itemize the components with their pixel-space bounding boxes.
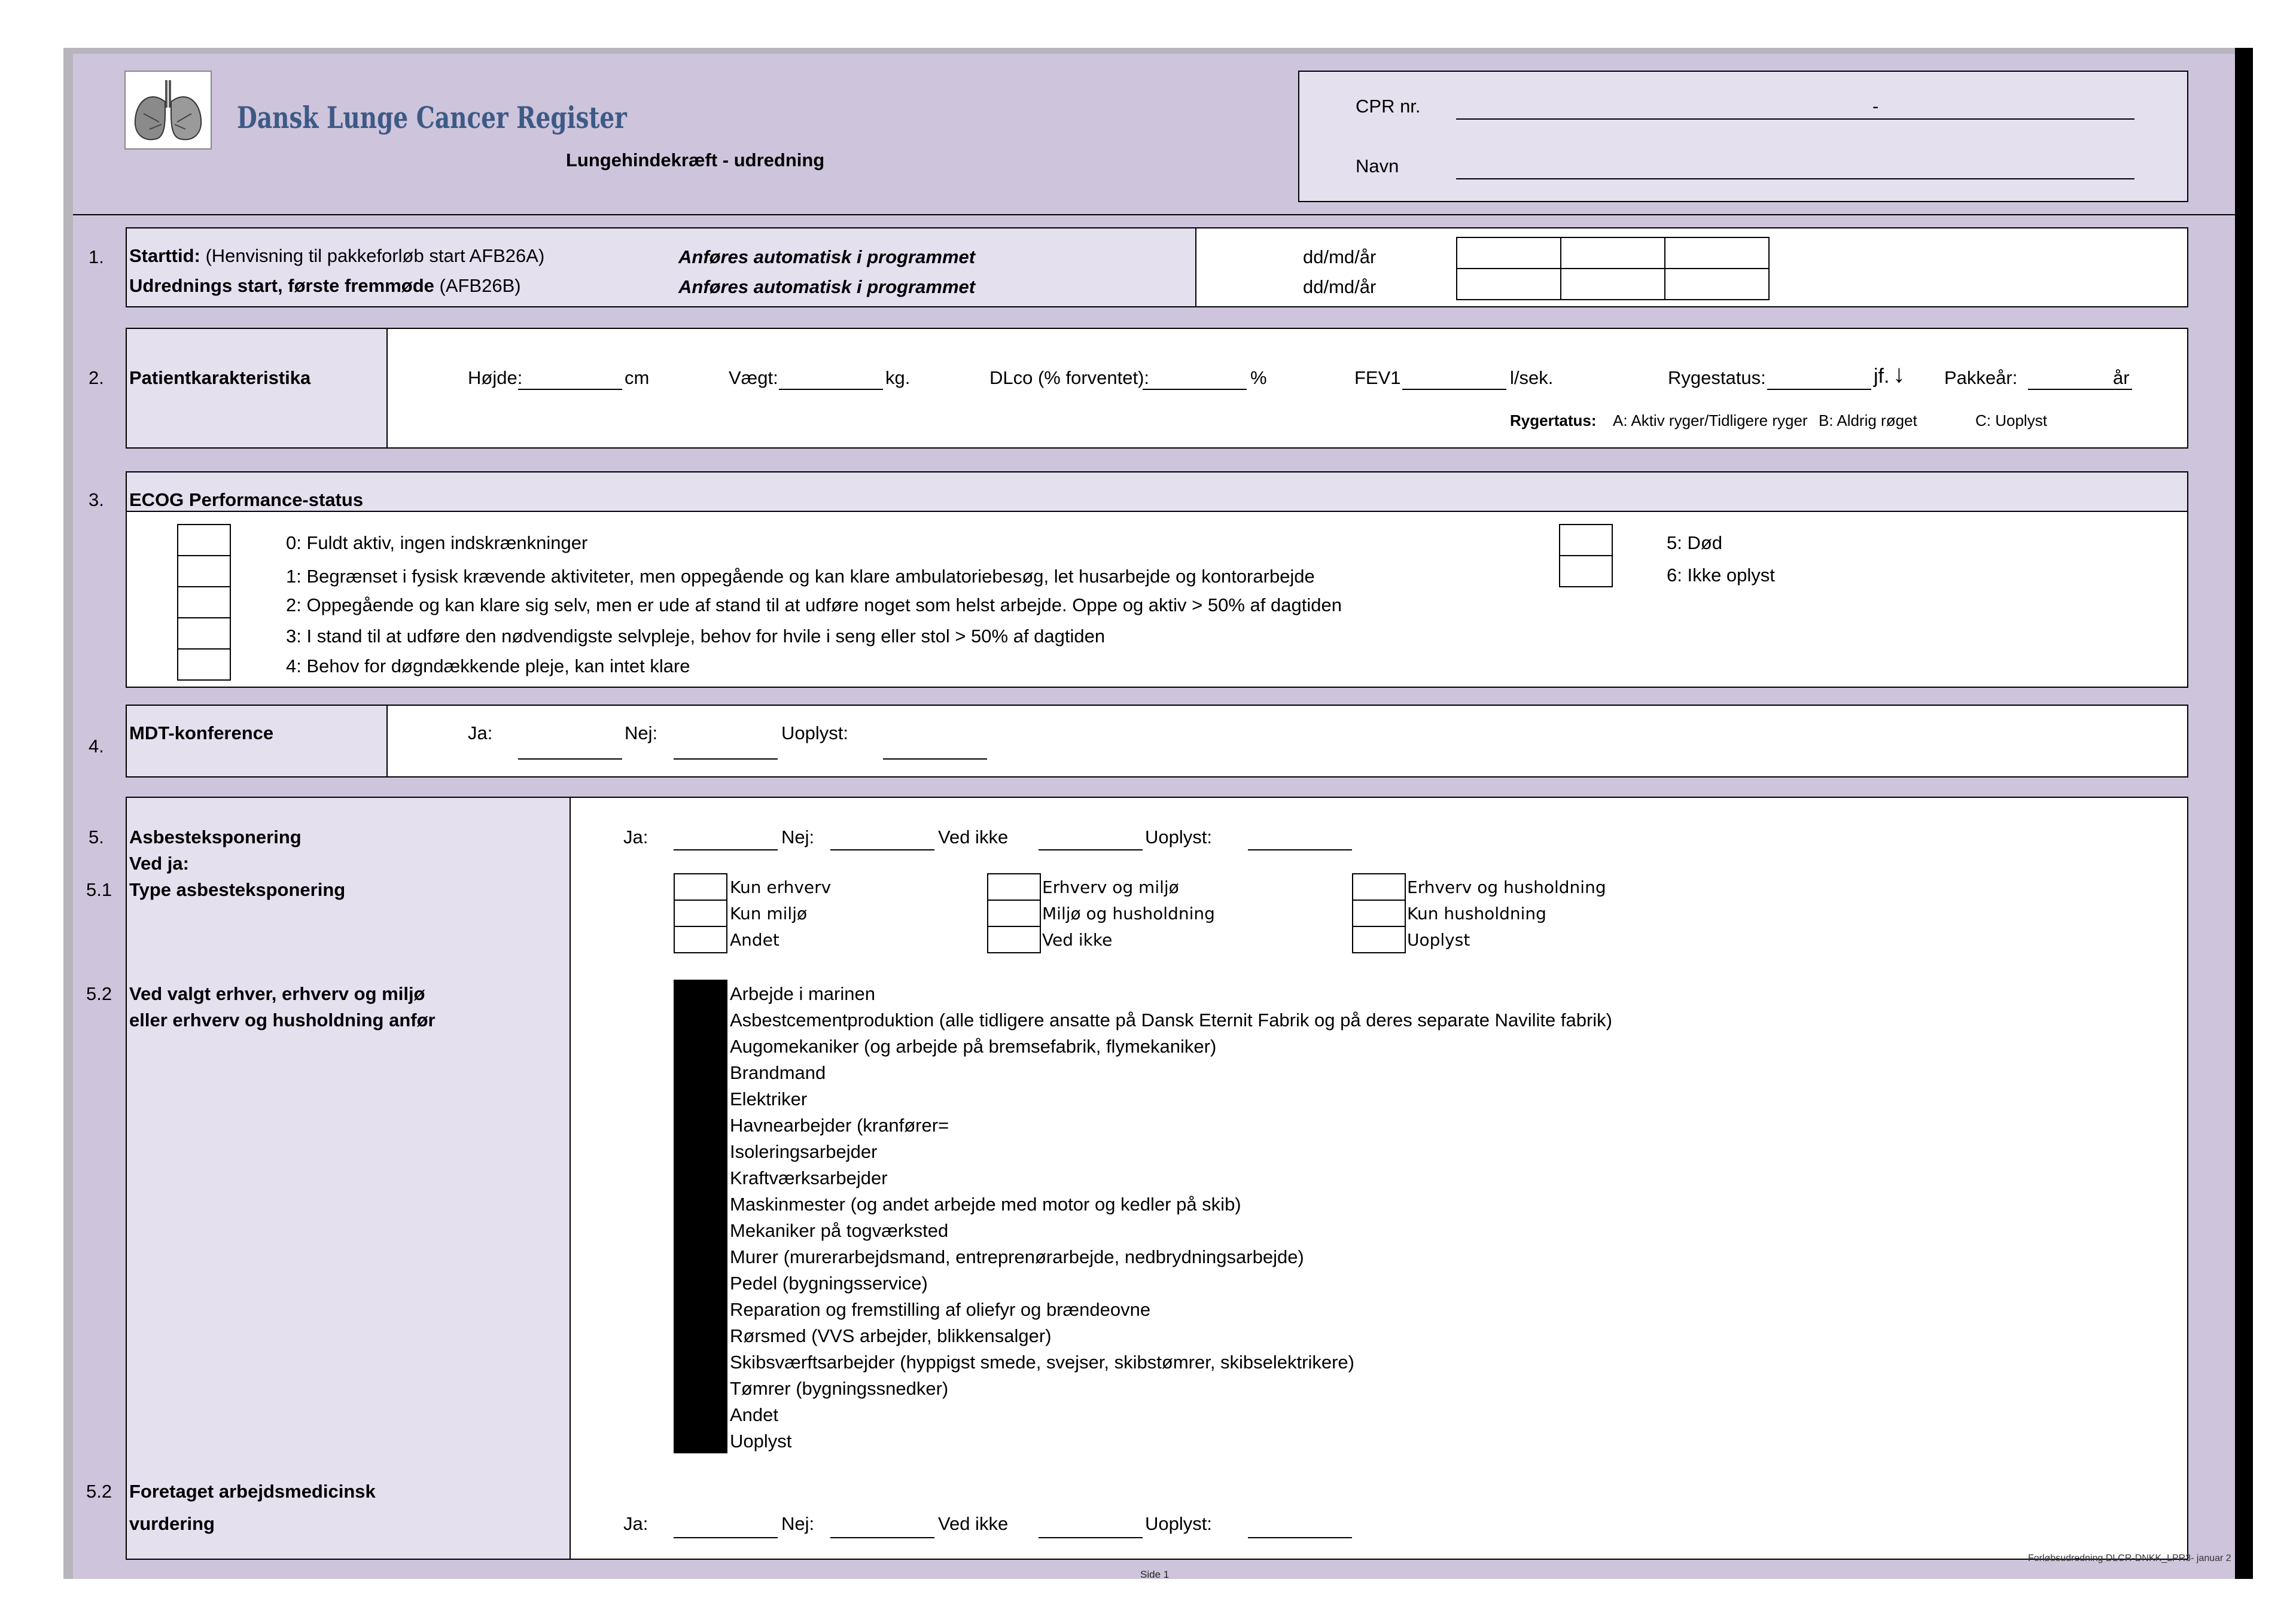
med-title-line-1: Foretaget arbejdsmedicinsk (129, 1481, 376, 1502)
dlco-unit: % (1250, 367, 1267, 388)
footer-page-number: Side 1 (1140, 1569, 1170, 1580)
ecog-5-checkbox[interactable] (1559, 524, 1613, 556)
job-item: Uoplyst (730, 1431, 792, 1452)
fev-unit: l/sek. (1510, 367, 1554, 388)
patient-id-box (1298, 71, 2188, 202)
fev-field[interactable] (1402, 389, 1506, 390)
section-4-box (126, 705, 2188, 778)
asb-nej-field[interactable] (830, 849, 934, 850)
job-item: Asbestcementproduktion (alle tidligere ansatte på Dansk Eternit Fabrik og på deres separate Navilite fabrik) (730, 1010, 1612, 1030)
smoke-label: Rygestatus: (1668, 367, 1766, 388)
top-edge (63, 48, 2235, 54)
med-ja-field[interactable] (674, 1537, 778, 1538)
date-2-year[interactable] (1664, 268, 1770, 300)
section-5-2b-number: 5.2 (86, 1481, 112, 1502)
ecog-4-label: 4: Behov for døgndækkende pleje, kan intet klare (286, 655, 690, 676)
date-2-month[interactable] (1560, 268, 1665, 300)
mdt-nej-field[interactable] (674, 758, 778, 760)
ecog-0-label: 0: Fuldt aktiv, ingen indskrænkninger (286, 532, 588, 553)
footer-reference: Forløbsudredning DLCR-DNKK_LPR3- januar 2 (2028, 1553, 2231, 1563)
type-erhverv-husholdning-checkbox[interactable] (1352, 873, 1406, 901)
date-1-day[interactable] (1456, 237, 1561, 269)
auto-note-2: Anføres automatisk i programmet (678, 276, 976, 297)
date-format-1: dd/md/år (1303, 246, 1377, 267)
type-kun-erhverv-label: Kun erhverv (730, 877, 832, 897)
type-uoplyst-label: Uoplyst (1407, 930, 1470, 950)
job-item: Elektriker (730, 1089, 808, 1109)
section-3-header-divider (126, 511, 2188, 512)
section-4-divider (386, 705, 388, 778)
section-2-box (126, 328, 2188, 449)
ecog-3-label: 3: I stand til at udføre den nødvendigste selvpleje, behov for hvile i seng eller stol > 50% af dagtiden (286, 626, 1106, 647)
smoke-field[interactable] (1767, 389, 1871, 390)
smoke-legend-b: B: Aldrig røget (1819, 411, 1917, 429)
job-item: Pedel (bygningsservice) (730, 1273, 928, 1294)
section-1-number: 1. (89, 246, 104, 267)
type-andet-checkbox[interactable] (674, 926, 727, 953)
weight-field[interactable] (779, 389, 883, 390)
ecog-3-checkbox[interactable] (177, 617, 231, 650)
pack-field[interactable] (2028, 389, 2132, 390)
start-time-row (129, 246, 544, 265)
mdt-uoplyst-field[interactable] (883, 758, 987, 760)
arrow-down-icon: ↓ (1893, 359, 1905, 388)
section-5-divider (570, 797, 571, 1560)
ecog-4-checkbox[interactable] (177, 648, 231, 681)
ecog-2-label: 2: Oppegående og kan klare sig selv, men er ude af stand til at udføre noget som helst arbejde. Oppe og aktiv > 50% af dagtiden (286, 594, 1342, 615)
height-field[interactable] (518, 389, 622, 390)
height-label: Højde: (468, 367, 523, 388)
mdt-uoplyst-label: Uoplyst: (781, 722, 848, 743)
smoke-legend-c: C: Uoplyst (1975, 411, 2047, 429)
asb-uoplyst-label: Uoplyst: (1145, 827, 1212, 847)
date-1-month[interactable] (1560, 237, 1665, 269)
job-item: Rørsmed (VVS arbejder, blikkensalger) (730, 1325, 1052, 1346)
job-item: Mekaniker på togværksted (730, 1220, 949, 1241)
med-ja-label: Ja: (623, 1513, 648, 1534)
job-item: Tømrer (bygningssnedker) (730, 1378, 949, 1399)
job-item: Murer (murerarbejdsmand, entreprenørarbejde, nedbrydningsarbejde) (730, 1246, 1304, 1267)
fev-label: FEV1 (1354, 367, 1401, 388)
job-item: Havnearbejder (kranfører= (730, 1115, 949, 1136)
cpr-label: CPR nr. (1356, 96, 1421, 117)
asb-ved-ikke-field[interactable] (1039, 849, 1143, 850)
section-3-header-panel (127, 472, 2187, 511)
start-time-label: Starttid: (129, 245, 200, 266)
med-nej-field[interactable] (830, 1537, 934, 1538)
right-black-bar (2235, 48, 2253, 1579)
date-2-day[interactable] (1456, 268, 1561, 300)
asb-ved-ikke-label: Ved ikke (938, 827, 1009, 847)
section-2-divider (386, 328, 388, 449)
asb-ja-field[interactable] (674, 849, 778, 850)
ecog-5-label: 5: Død (1667, 532, 1723, 553)
job-item: Andet (730, 1404, 779, 1425)
section-3-title: ECOG Performance-status (129, 489, 364, 510)
job-item: Isoleringsarbejder (730, 1141, 878, 1162)
name-label: Navn (1356, 156, 1399, 176)
weight-unit: kg. (885, 367, 911, 388)
asb-ja-label: Ja: (623, 827, 648, 847)
org-name: Dansk Lunge Cancer Register (237, 100, 627, 135)
type-erhverv-husholdning-label: Erhverv og husholdning (1407, 877, 1606, 897)
left-edge (63, 48, 73, 1579)
jobs-title-line-2: eller erhverv og husholdning anfør (129, 1010, 436, 1030)
cpr-field[interactable] (1456, 118, 2134, 120)
section-4-number: 4. (89, 736, 104, 757)
udr-start-row (129, 276, 521, 295)
section-2-number: 2. (89, 367, 104, 388)
form-title: Lungehindekræft - udredning (566, 150, 825, 170)
ved-ja-label: Ved ja: (129, 853, 189, 874)
smoke-ref: jf. (1874, 365, 1890, 388)
job-item: Augomekaniker (og arbejde på bremsefabrik, flymekaniker) (730, 1036, 1217, 1057)
ecog-0-checkbox[interactable] (177, 524, 231, 556)
auto-note-1: Anføres automatisk i programmet (678, 246, 976, 267)
type-kun-husholdning-checkbox[interactable] (1352, 900, 1406, 927)
job-item: Brandmand (730, 1062, 826, 1083)
dlco-label: DLco (% forventet): (989, 367, 1150, 388)
med-uoplyst-field[interactable] (1248, 1537, 1352, 1538)
date-format-2: dd/md/år (1303, 276, 1377, 297)
section-3-number: 3. (89, 489, 104, 510)
udr-start-label: Udrednings start, første fremmøde (129, 275, 434, 296)
med-title-line-2: vurdering (129, 1513, 215, 1534)
type-kun-miljo-checkbox[interactable] (674, 900, 727, 927)
med-uoplyst-label: Uoplyst: (1145, 1513, 1212, 1534)
cpr-separator: - (1872, 96, 1879, 117)
job-item: Maskinmester (og andet arbejde med motor og kedler på skib) (730, 1194, 1241, 1215)
med-ved-ikke-label: Ved ikke (938, 1513, 1009, 1534)
mdt-ja-label: Ja: (468, 722, 493, 743)
section-5-1-number: 5.1 (86, 879, 112, 900)
smoke-legend-label: Rygertatus: (1510, 411, 1597, 429)
type-erhverv-miljo-checkbox[interactable] (987, 873, 1041, 901)
header-logo (124, 71, 212, 150)
type-kun-miljo-label: Kun miljø (730, 904, 808, 923)
med-nej-label: Nej: (781, 1513, 815, 1534)
section-2-title: Patientkarakteristika (129, 367, 311, 388)
ecog-1-label: 1: Begrænset i fysisk krævende aktiviteter, men oppegående og kan klare ambulatoriebesøg, let husarbejde og kontorarbejde (286, 566, 1315, 587)
section-5-2-number: 5.2 (86, 983, 112, 1004)
type-miljo-husholdning-label: Miljø og husholdning (1042, 904, 1215, 923)
type-erhverv-miljo-label: Erhverv og miljø (1042, 877, 1179, 897)
job-item: Kraftværksarbejder (730, 1167, 888, 1188)
smoke-legend-a: A: Aktiv ryger/Tidligere ryger (1613, 411, 1808, 429)
section-5-title: Asbesteksponering (129, 827, 302, 847)
type-uoplyst-checkbox[interactable] (1352, 926, 1406, 953)
ecog-2-checkbox[interactable] (177, 586, 231, 618)
section-5-panel (127, 798, 570, 1559)
med-ved-ikke-field[interactable] (1039, 1537, 1143, 1538)
ecog-1-checkbox[interactable] (177, 555, 231, 587)
pack-label: Pakkeår: (1944, 367, 2018, 388)
section-5-number: 5. (89, 827, 104, 847)
type-title: Type asbesteksponering (129, 879, 346, 900)
ecog-6-checkbox[interactable] (1559, 555, 1613, 587)
section-4-title: MDT-konference (129, 722, 274, 743)
start-time-note: (Henvisning til pakkeforløb start AFB26A) (205, 245, 545, 266)
mdt-ja-field[interactable] (518, 758, 622, 760)
date-1-year[interactable] (1664, 237, 1770, 269)
header-divider (73, 214, 2235, 215)
jobs-title-line-1: Ved valgt erhver, erhverv og miljø (129, 983, 425, 1004)
type-miljo-husholdning-checkbox[interactable] (987, 900, 1041, 927)
type-ved-ikke-label: Ved ikke (1042, 930, 1113, 950)
height-unit: cm (625, 367, 650, 388)
mdt-nej-label: Nej: (625, 722, 658, 743)
udr-start-note: (AFB26B) (439, 275, 521, 296)
type-kun-husholdning-label: Kun husholdning (1407, 904, 1546, 923)
job-item: Arbejde i marinen (730, 983, 875, 1004)
weight-label: Vægt: (729, 367, 778, 388)
type-andet-label: Andet (730, 930, 779, 950)
job-item: Reparation og fremstilling af oliefyr og brændeovne (730, 1299, 1151, 1320)
section-1-divider (1195, 227, 1196, 307)
job-item: Skibsværftsarbejder (hyppigst smede, svejser, skibstømrer, skibselektrikere) (730, 1352, 1354, 1373)
lung-icon (126, 72, 211, 148)
ecog-6-label: 6: Ikke oplyst (1667, 565, 1775, 586)
asb-nej-label: Nej: (781, 827, 815, 847)
asb-uoplyst-field[interactable] (1248, 849, 1352, 850)
type-kun-erhverv-checkbox[interactable] (674, 873, 727, 901)
jobs-checkbox-column[interactable] (674, 980, 727, 1453)
dlco-field[interactable] (1143, 389, 1247, 390)
name-field[interactable] (1456, 178, 2134, 179)
section-2-panel (127, 329, 386, 447)
pack-unit: år (2113, 367, 2130, 388)
type-ved-ikke-checkbox[interactable] (987, 926, 1041, 953)
